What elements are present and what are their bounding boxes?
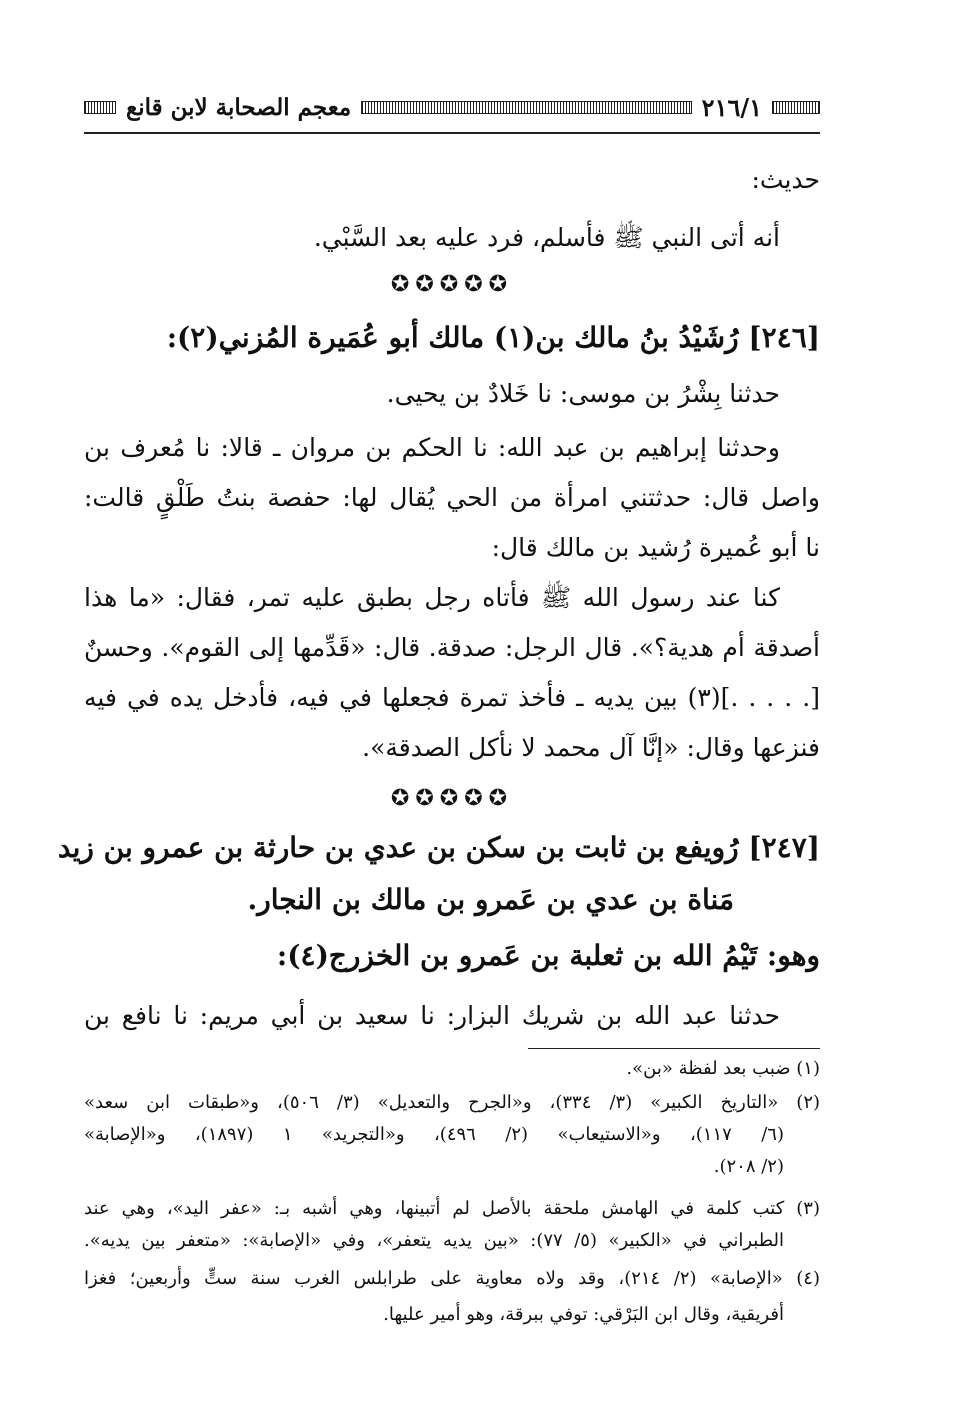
text-line: واصل قال: حدثتني امرأة من الحي يُقال لها: حفصة بنتُ طَلْقٍ قالت: bbox=[84, 483, 820, 512]
footnote-rule bbox=[528, 1048, 820, 1049]
footnote: أفريقية، وقال ابن البَرْقي: توفي ببرقة، وهو أمير عليها. bbox=[383, 1304, 784, 1325]
text-line: [. . . . .](٣) بين يديه ـ فأخذ تمرة فجعلها في فيه، فأدخل يده في فيه bbox=[84, 683, 821, 712]
book-page bbox=[57, 90, 821, 1325]
text-line: حدثنا عبد الله بن شريك البزار: نا سعيد بن أبي مريم: نا نافع بن bbox=[84, 1001, 780, 1030]
entry-heading: [٢٤٧] رُويفع بن ثابت بن سكن بن عدي بن حارثة بن عمرو بن زيد bbox=[57, 831, 820, 864]
footnote: (٢/ ٢٠٨). bbox=[713, 1156, 784, 1177]
footnote: (٤) «الإصابة» (٢/ ٢١٤)، وقد ولاه معاوية على طرابلس الغرب سنة ستٍّ وأربعين؛ فغزا bbox=[84, 1268, 820, 1289]
header-ornament bbox=[772, 101, 820, 114]
text-line: نا أبو عُميرة رُشيد بن مالك قال: bbox=[491, 533, 820, 562]
text-line: أصدقة أم هدية؟». قال الرجل: صدقة. قال: «قَدِّمها إلى القوم». وحسنٌ bbox=[84, 633, 820, 662]
header-ornament bbox=[361, 101, 691, 114]
section-separator: ✪✪✪✪✪ bbox=[390, 786, 514, 811]
text-line: حدثنا بِشْرُ بن موسى: نا خَلادٌ بن يحيى. bbox=[386, 379, 780, 408]
page-number: ٢١٦/١ bbox=[701, 92, 762, 122]
text-line: فنزعها وقال: «إنَّا آل محمد لا نأكل الصدقة». bbox=[362, 733, 820, 762]
text-line: حديث: bbox=[751, 165, 820, 194]
header-ornament bbox=[84, 101, 116, 114]
text-line: وحدثنا إبراهيم بن عبد الله: نا الحكم بن مروان ـ قالا: نا مُعرف بن bbox=[84, 433, 780, 462]
footnote: (٢) «التاريخ الكبير» (٣/ ٣٣٤)، و«الجرح والتعديل» (٣/ ٥٠٦)، و«طبقات ابن سعد» bbox=[84, 1092, 821, 1113]
footnote: (٣) كتب كلمة في الهامش ملحقة بالأصل لم أتبينها، وهي أشبه بـ: «عفر اليد»، وهي عند bbox=[84, 1198, 820, 1219]
entry-heading-continued: مَناة بن عدي بن عَمرو بن مالك بن النجار. bbox=[247, 883, 734, 916]
entry-heading-note: وهو: تَيْمُ الله بن ثعلبة بن عَمرو بن الخزرج(٤): bbox=[276, 939, 820, 972]
header-rule bbox=[84, 132, 820, 134]
running-header bbox=[84, 90, 820, 130]
footnote: الطبراني في «الكبير» (٥/ ٧٧): «بين يديه يتعفر»، وفي «الإصابة»: «متعفر بين يديه». bbox=[84, 1230, 784, 1251]
footnote: (٦/ ١١٧)، و«الاستيعاب» (٢/ ٤٩٦)، و«التجريد» ١ (١٨٩٧)، و«الإصابة» bbox=[84, 1124, 784, 1145]
footnote: (١) ضبب بعد لفظة «بن». bbox=[626, 1058, 820, 1079]
section-separator: ✪✪✪✪✪ bbox=[390, 272, 514, 297]
text-line: أنه أتى النبي ﷺ فأسلم، فرد عليه بعد السَّبْي. bbox=[313, 223, 780, 252]
book-title: معجم الصحابة لابن قانع bbox=[126, 93, 352, 121]
entry-heading: [٢٤٦] رُشَيْدُ بنُ مالك بن(١) مالك أبو عُمَيرة المُزني(٢): bbox=[166, 321, 820, 354]
text-line: كنا عند رسول الله ﷺ فأتاه رجل بطبق عليه تمر، فقال: «ما هذا bbox=[84, 583, 780, 612]
